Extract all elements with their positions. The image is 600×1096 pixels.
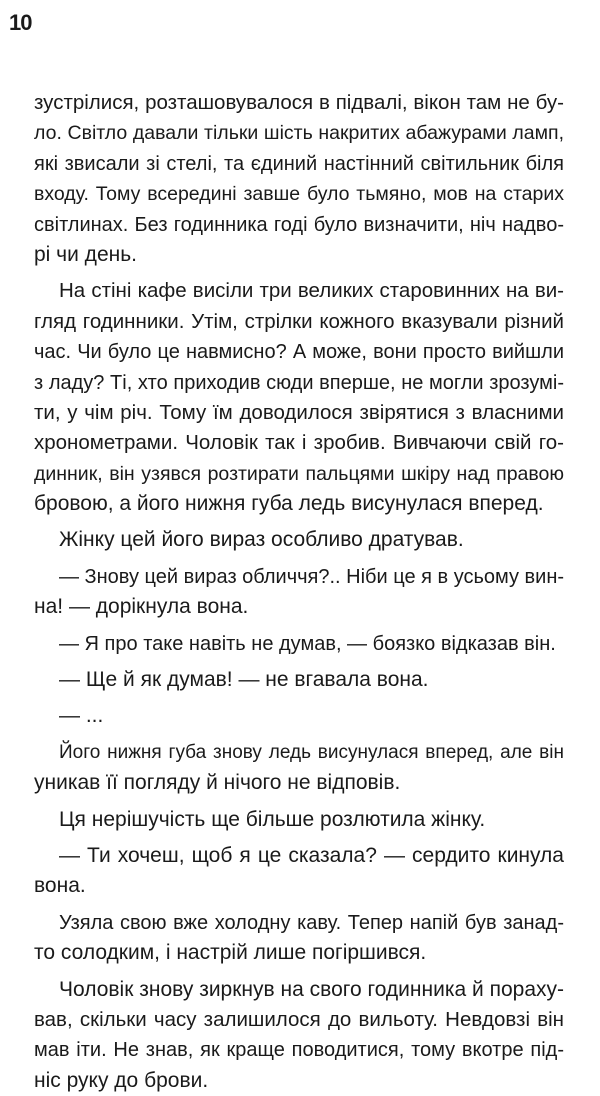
text-line: зустрілися, розташовувалося в підвалі, вікон там не бу- — [34, 91, 564, 114]
text-line: — Ще й як думав! — не вгавала вона. — [59, 668, 429, 692]
text-line: ло. Світло давали тільки шість накритих абажурами ламп, — [34, 122, 564, 145]
text-line: Узяла свою вже холодну каву. Тепер напій був занад- — [59, 911, 564, 934]
text-line: то солодким, і настрій лише погіршився. — [34, 941, 427, 965]
text-line: гляд годинники. Утім, стрілки кожного вказували різний — [34, 309, 564, 333]
text-line: мав іти. Не знав, як краще поводитися, тому вкотре під- — [34, 1039, 564, 1062]
text-line: які звисали зі стелі, та єдиний настінний світильник біля — [34, 152, 564, 175]
text-line: хронометрами. Чоловік так і зробив. Вивчаючи свій го- — [34, 431, 564, 455]
text-line: з ладу? Ті, хто приходив сюди вперше, не могли зрозумі- — [34, 371, 564, 394]
text-line: Ця нерішучість ще більше розлютила жінку. — [59, 807, 486, 831]
text-line: — Знову цей вираз обличчя?.. Ніби це я в усьому вин- — [59, 565, 565, 588]
text-line: світлинах. Без годинника годі було визначити, ніч надво- — [34, 213, 564, 236]
text-line: вона. — [34, 874, 86, 898]
text-line: — Я про таке навіть не думав, — боязко відказав він. — [59, 632, 556, 655]
page-number: 10 — [9, 10, 32, 35]
text-line: ти, у чім річ. Тому їм доводилося звірятися з власними — [34, 400, 564, 424]
text-line: час. Чи було це навмисно? А може, вони просто вийшли — [34, 341, 564, 364]
text-line: Жінку цей його вираз особливо дратував. — [59, 528, 464, 552]
text-line: бровою, а його нижня губа ледь висунулася вперед. — [34, 492, 544, 516]
text-line: — Ти хочеш, щоб я це сказала? — сердито кинула — [59, 843, 564, 867]
text-line: Чоловік знову зиркнув на свого годинника й пораху- — [59, 977, 564, 1001]
body-text — [34, 88, 564, 1096]
text-line: вав, скільки часу залишилося до вильоту. Невдовзі він — [34, 1007, 564, 1031]
text-line: уникав її погляду й нічого не відповів. — [34, 771, 401, 795]
text-line: рі чи день. — [34, 242, 137, 266]
text-line: динник, він узявся розтирати пальцями шкіру над правою — [34, 462, 564, 485]
text-line: входу. Тому всередині завше було тьмяно, мов на старих — [34, 183, 564, 206]
text-line: — ... — [59, 704, 104, 728]
text-line: на! — дорікнула вона. — [34, 595, 249, 619]
text-line: На стіні кафе висіли три великих старовинних на ви- — [59, 279, 564, 303]
text-line: ніс руку до брови. — [34, 1068, 209, 1092]
text-line: Його нижня губа знову ледь висунулася вперед, але він — [59, 741, 564, 763]
